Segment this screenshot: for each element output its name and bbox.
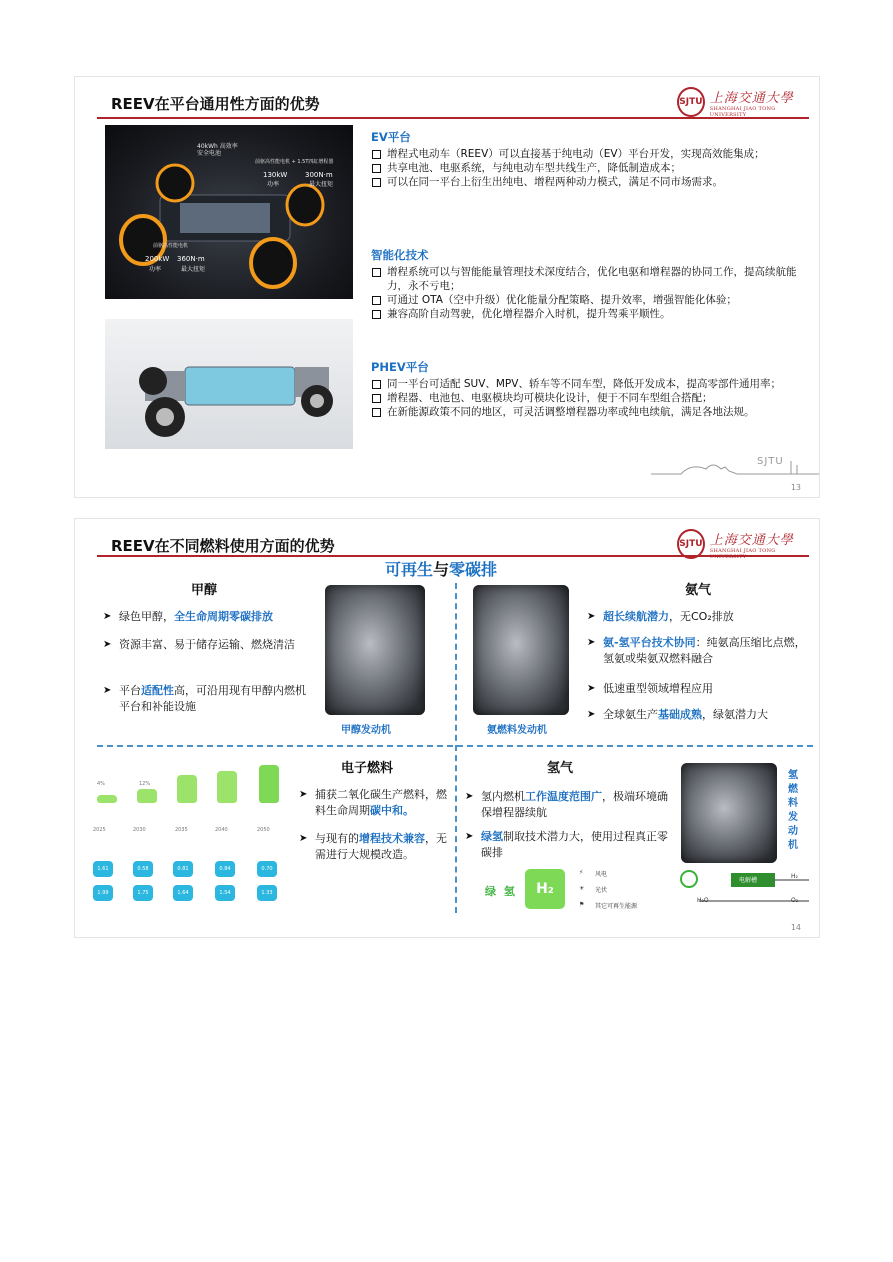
efuel-year: 2040 [215,827,228,833]
battery-label: 40kWh 高效率 安全电池 [197,143,238,158]
efuel-can: 1.54 [215,885,235,901]
logo-cn: 上海交通大學 [709,532,794,548]
arrow-bullet-icon: ➤ [103,685,112,696]
efuel-year: 2050 [257,827,270,833]
rear-torque: 300N·m [305,171,333,179]
h2-tile: H₂ [525,869,565,909]
methanol-bullet-2: 资源丰富、易于储存运输、燃烧清洁 [119,638,295,651]
page-number: 14 [790,923,801,932]
front-torque-unit: 最大扭矩 [181,266,206,273]
efuel-can: 1.99 [93,885,113,901]
sjtu-logo [677,525,805,563]
pylon-icon: ⚑ [579,901,585,908]
campus-skyline-icon [651,457,819,475]
front-motor-label: 前驱高性能电机 [153,243,189,249]
fuel-bottle-icon [97,795,117,803]
efuel-year: 2030 [133,827,146,833]
wind-icon: ⚡ [579,869,584,876]
ammonia-bullet-1: 超长续航潜力，无CO₂排放 [603,610,734,623]
ammonia-engine-image [473,585,569,715]
rear-power-unit: 功率 [267,181,280,188]
hydrogen-engine-image [681,763,777,863]
bullet-item: 可以在同一平台上衍生出纯电、增程两种动力模式，满足不同市场需求。 [371,175,817,189]
wind-label: 风电 [595,871,608,878]
arrow-bullet-icon: ➤ [299,833,308,844]
ammonia-heading: 氨气 [685,583,712,598]
headline-and: 与 [433,560,450,579]
efuel-year: 2035 [175,827,188,833]
efuel-can: 1.33 [257,885,277,901]
headline-renewable: 可再生 [385,560,434,579]
slide-title: REEV在平台通用性方面的优势 [111,95,320,113]
water-label: H₂O [697,897,709,904]
ammonia-bullet-4: 全球氨生产基础成熟，绿氨潜力大 [603,708,768,721]
methanol-bullet-3: 平台适配性高，可沿用现有甲醇内燃机平台和补能设施 [119,684,306,713]
arrow-bullet-icon: ➤ [103,639,112,650]
arrow-bullet-icon: ➤ [465,831,474,842]
arrow-bullet-icon: ➤ [299,789,308,800]
arrow-bullet-icon: ➤ [587,637,596,648]
efuel-bullet-1: 捕获二氧化碳生产燃料，燃料生命周期碳中和。 [315,788,447,817]
bullet-item: 增程器、电池包、电驱模块均可模块化设计，便于不同车型组合搭配； [371,391,817,405]
hydrogen-bullet-2: 绿氢制取技术潜力大，使用过程真正零碳排 [481,830,668,859]
slide-platform-advantages [74,76,820,498]
fuel-pump-icon [259,765,279,803]
arrow-bullet-icon: ➤ [587,611,596,622]
solar-icon: ☀ [579,885,585,892]
ev-chassis-image [105,125,353,299]
slide-fuel-advantages [74,518,820,938]
rear-motor-label: 前驱高性能电机 + 1.5T四缸增程器 [255,159,334,165]
sjtu-logo [677,83,805,121]
h2-output-label: H₂ [791,873,798,880]
headline-zero-carbon: 零碳排 [449,560,498,579]
fuel-bottle-icon [217,771,237,803]
efuel-bullet-2: 与现有的增程技术兼容，无需进行大规模改造。 [315,832,447,861]
sjtu-footer-mark: SJTU [757,456,784,467]
vertical-divider [455,583,457,913]
ammonia-bullet-2: 氨-氢平台技术协同：纯氨高压缩比点燃，氢氨或柴氨双燃料融合 [603,636,806,665]
section-smart-tech [371,247,817,321]
section-phev-platform [371,359,817,419]
efuel-can: 0.84 [215,861,235,877]
horizontal-divider [97,745,813,747]
section-heading: PHEV平台 [371,360,429,374]
arrow-bullet-icon: ➤ [465,791,474,802]
efuel-share: 4% [97,781,105,787]
bullet-item: 共享电池、电驱系统，与纯电动车型共线生产，降低制造成本； [371,161,817,175]
fuel-bottle-icon [177,775,197,803]
headline [385,557,497,580]
arrow-bullet-icon: ➤ [587,709,596,720]
bullet-item: 同一平台可适配 SUV、MPV、轿车等不同车型，降低开发成本，提高零部件通用率； [371,377,817,391]
efuel-heading: 电子燃料 [341,761,394,776]
hydrogen-bullet-1: 氢内燃机工作温度范围广，极端环境确保增程器续航 [481,790,668,819]
methanol-engine-caption: 甲醇发动机 [341,725,391,736]
section-ev-platform [371,129,817,189]
efuel-can: 0.81 [173,861,193,877]
green-hydrogen-label: 绿 氢 [485,885,517,898]
front-power-unit: 功率 [149,266,162,273]
methanol-engine-image [325,585,425,715]
rear-torque-unit: 最大扭矩 [309,181,334,188]
sjtu-seal-icon: SJTU [677,529,705,559]
arrow-bullet-icon: ➤ [103,611,112,622]
bullet-item: 增程系统可以与智能能量管理技术深度结合，优化电驱和增程器的协同工作，提高续航能力，永不亏电； [371,265,817,293]
chassis-render-icon [105,319,353,449]
ammonia-bullet-3: 低速重型领域增程应用 [603,682,713,695]
logo-cn: 上海交通大學 [709,90,794,106]
front-torque: 360N·m [177,255,205,263]
efuel-share: 12% [139,781,151,787]
rear-power: 130kW [263,171,288,179]
solar-label: 光伏 [595,887,608,894]
bullet-item: 增程式电动车（REEV）可以直接基于纯电动（EV）平台开发，实现高效能集成； [371,147,817,161]
fuel-bottle-icon [137,789,157,803]
phev-chassis-image [105,319,353,449]
logo-en: SHANGHAI JIAO TONG UNIVERSITY [709,547,776,560]
efuel-can: 0.58 [133,861,153,877]
sjtu-seal-icon: SJTU [677,87,705,117]
electrolyzer-label: 电解槽 [739,877,758,884]
bullet-item: 可通过 OTA（空中升级）优化能量分配策略、提升效率，增强智能化体验； [371,293,817,307]
efuel-can: 1.61 [93,861,113,877]
section-heading: EV平台 [371,130,411,144]
methanol-heading: 甲醇 [191,583,218,598]
bullet-item: 兼容高阶自动驾驶，优化增程器介入时机，提升驾乘平顺性。 [371,307,817,321]
efuel-can: 1.75 [133,885,153,901]
bullet-item: 在新能源政策不同的地区，可灵活调整增程器功率或纯电续航，满足各地法规。 [371,405,817,419]
methanol-bullet-1: 绿色甲醇，全生命周期零碳排放 [119,610,273,623]
hydrogen-heading: 氢气 [547,761,574,776]
section-heading: 智能化技术 [371,248,429,262]
ammonia-engine-caption: 氨燃料发动机 [487,725,547,736]
arrow-bullet-icon: ➤ [587,683,596,694]
logo-en: SHANGHAI JIAO TONG UNIVERSITY [709,105,776,118]
hydrogen-engine-caption: 氢燃料发动机 [788,770,798,851]
page-number: 13 [790,483,801,492]
efuel-year: 2025 [93,827,106,833]
efuel-can: 0.70 [257,861,277,877]
efuel-can: 1.64 [173,885,193,901]
o2-output-label: O₂ [791,897,799,904]
slide-title: REEV在不同燃料使用方面的优势 [111,537,335,555]
front-power: 200kW [145,255,170,263]
other-renewable-label: 其它可再生能源 [595,903,638,910]
